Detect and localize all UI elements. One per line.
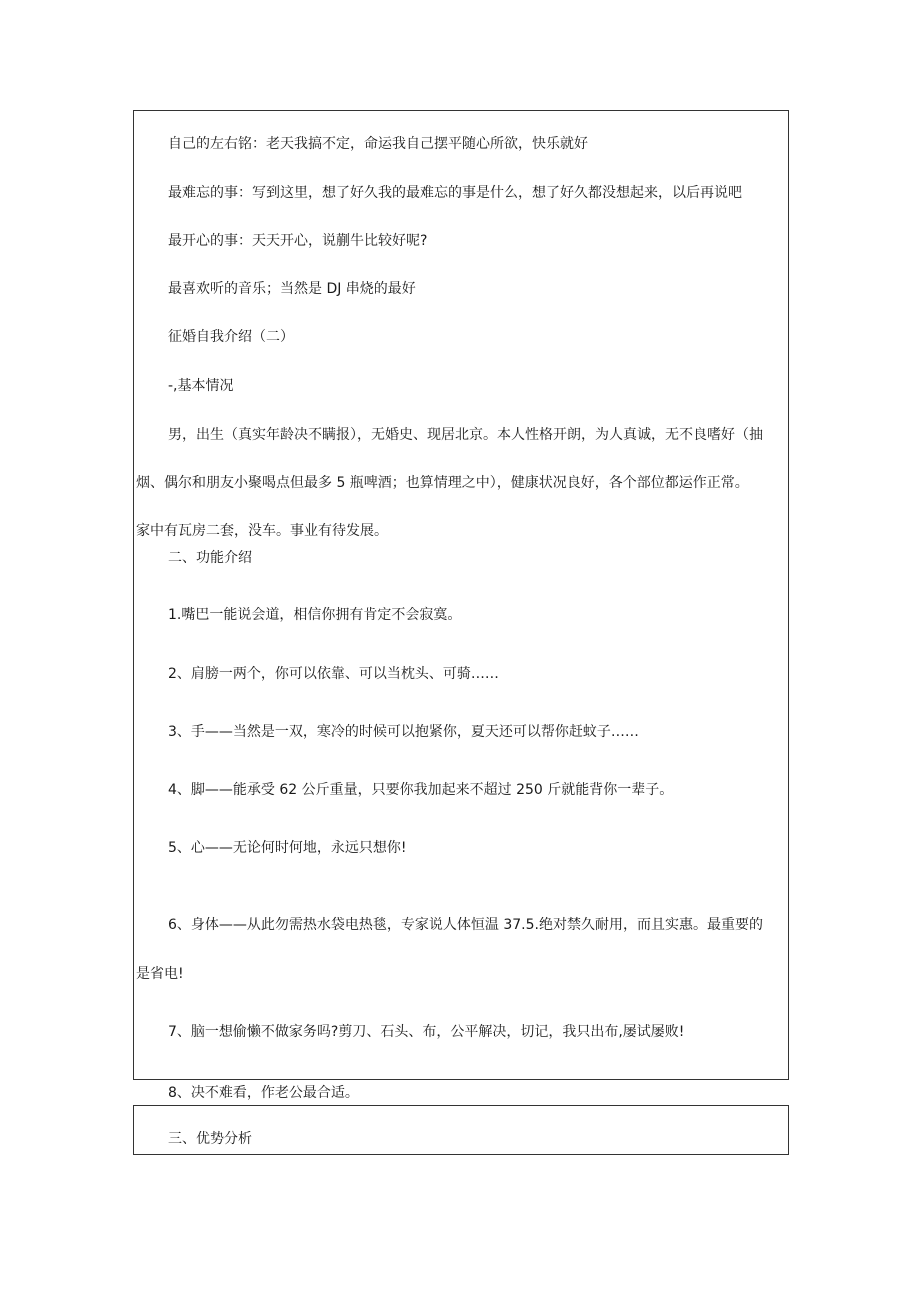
music-line: 最喜欢听的音乐；当然是 DJ 串烧的最好 <box>168 281 416 297</box>
happy-line: 最开心的事：天天开心，说蒯牛比较好呢? <box>168 233 428 249</box>
function-item-3: 3、手——当然是一双，寒冷的时候可以抱紧你，夏天还可以帮你赶蚊子…… <box>168 724 639 740</box>
section-heading-intro-2: 征婚自我介绍（二） <box>168 329 294 345</box>
function-item-2: 2、肩膀一两个，你可以依靠、可以当枕头、可骑…… <box>168 666 499 682</box>
section-heading-basic-info: -,基本情况 <box>168 378 234 394</box>
section-heading-functions: 二、功能介绍 <box>168 550 252 566</box>
motto-line: 自己的左右铭：老天我搞不定，命运我自己摆平随心所欲，快乐就好 <box>168 136 588 152</box>
function-item-6: 6、身体——从此勿需热水袋电热毯，专家说人体恒温 37.5.绝对禁久耐用，而且实惠。最重要的 <box>168 917 763 933</box>
function-item-6-cont: 是省电! <box>136 966 184 982</box>
basic-info-line-1: 男，出生（真实年龄决不瞒报），无婚史、现居北京。本人性格开朗，为人真诚，无不良嗜好（抽 <box>168 427 763 443</box>
memorable-line: 最难忘的事：写到这里，想了好久我的最难忘的事是什么，想了好久都没想起来，以后再说吧 <box>168 185 742 201</box>
function-item-1: 1.嘴巴一能说会道，相信你拥有肯定不会寂寞。 <box>168 607 462 623</box>
basic-info-line-2: 烟、偶尔和朋友小聚喝点但最多 5 瓶啤酒；也算情理之中），健康状况良好，各个部位都运作正常。 <box>136 475 749 491</box>
function-item-8: 8、决不难看，作老公最合适。 <box>168 1085 359 1101</box>
section-heading-advantages: 三、优势分析 <box>168 1131 252 1147</box>
function-item-5: 5、心——无论何时何地，永远只想你! <box>168 840 407 856</box>
basic-info-line-3: 家中有瓦房二套，没车。事业有待发展。 <box>136 523 388 539</box>
function-item-4: 4、脚——能承受 62 公斤重量，只要你我加起来不超过 250 斤就能背你一辈子。 <box>168 782 674 798</box>
function-item-7: 7、脑一想偷懒不做家务吗?剪刀、石头、布，公平解决，切记，我只出布,屡试屡败! <box>168 1024 685 1040</box>
